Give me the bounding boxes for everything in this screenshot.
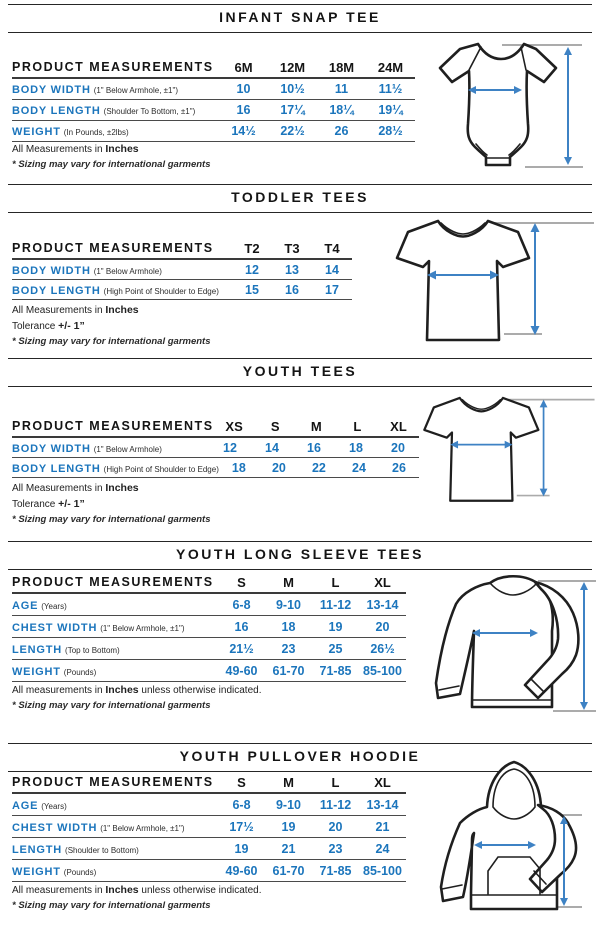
column-header: S	[270, 418, 280, 434]
row-label: CHEST WIDTH	[12, 821, 98, 834]
section-youth-pullover-hoodie	[0, 743, 600, 926]
column-header: T3	[284, 240, 300, 256]
table-header-row	[12, 57, 415, 79]
tshirt-outline	[397, 221, 529, 340]
cell-value: 11	[334, 82, 349, 96]
section-title: TODDLER TEES	[231, 189, 369, 205]
table-header-label: PRODUCT MEASUREMENTS	[12, 575, 214, 589]
cell-value: 6-8	[232, 797, 251, 812]
cell-value: 11-12	[319, 597, 352, 612]
column-header: 18M	[328, 59, 355, 75]
table-row	[12, 816, 406, 838]
size-table	[12, 572, 406, 682]
table-header-label: PRODUCT MEASUREMENTS	[12, 419, 214, 433]
footnote-measurements: All Measurements in Inches	[12, 482, 139, 494]
section-toddler-tees	[0, 184, 600, 358]
column-header: XS	[225, 418, 243, 434]
cell-value: 17¼	[280, 103, 305, 117]
cell-value: 16	[307, 440, 321, 455]
cell-value: 12	[245, 262, 259, 277]
column-header: L	[353, 418, 362, 434]
cell-value: 25	[328, 641, 343, 656]
bodysuit-outline	[440, 44, 556, 165]
section-title: YOUTH TEES	[242, 363, 358, 379]
cell-value: 26	[334, 124, 349, 138]
cell-value: 19¼	[378, 103, 403, 117]
cell-value: 15	[245, 282, 259, 297]
row-note: (Shoulder To Bottom, ±1")	[103, 107, 196, 116]
table-row	[12, 616, 406, 638]
table-row	[12, 458, 419, 478]
cell-value: 21	[281, 841, 296, 856]
row-label: BODY WIDTH	[12, 84, 91, 96]
cell-value: 85-100	[363, 663, 402, 678]
row-label: WEIGHT	[12, 865, 61, 878]
cell-value: 10½	[280, 82, 305, 96]
cell-value: 20	[375, 619, 390, 634]
row-note: (High Point of Shoulder to Edge)	[103, 286, 219, 296]
footnotes	[12, 482, 211, 529]
row-label: BODY LENGTH	[12, 462, 101, 475]
row-note: (1" Below Armhole)	[93, 266, 162, 276]
cell-value: 12	[223, 440, 237, 455]
cell-value: 11-12	[319, 797, 352, 812]
row-label: AGE	[12, 799, 39, 812]
column-header: S	[237, 574, 246, 590]
cell-value: 71-85	[319, 663, 352, 678]
table-header-label: PRODUCT MEASUREMENTS	[12, 60, 214, 74]
cell-value: 23	[328, 841, 343, 856]
cell-value: 17½	[229, 819, 254, 834]
cell-value: 11½	[378, 82, 403, 96]
table-row	[12, 594, 406, 616]
table-row	[12, 794, 406, 816]
row-note: (Top to Bottom)	[65, 645, 120, 655]
section-title: INFANT SNAP TEE	[219, 9, 381, 25]
cell-value: 18	[231, 460, 246, 475]
row-label: LENGTH	[12, 843, 63, 856]
cell-value: 61-70	[272, 663, 305, 678]
column-header: XL	[390, 418, 407, 434]
column-header: XL	[374, 574, 391, 590]
row-note: (In Pounds, ±2lbs)	[63, 128, 129, 137]
cell-value: 19	[328, 619, 343, 634]
table-row	[12, 280, 352, 300]
section-header-band	[8, 541, 592, 570]
cell-value: 26	[392, 460, 406, 475]
cell-value: 16	[236, 103, 251, 117]
table-header-label: PRODUCT MEASUREMENTS	[12, 241, 214, 255]
column-header: S	[237, 774, 246, 790]
column-header: 24M	[377, 59, 404, 75]
cell-value: 20	[271, 460, 286, 475]
cell-value: 49-60	[225, 663, 258, 678]
cell-value: 49-60	[225, 863, 258, 878]
table-row	[12, 121, 415, 142]
row-note: (Years)	[41, 601, 67, 611]
table-row	[12, 660, 406, 682]
footnote-sizing: * Sizing may vary for international garments	[12, 336, 211, 347]
column-header: M	[283, 574, 294, 590]
table-row	[12, 638, 406, 660]
table-row	[12, 100, 415, 121]
footnotes	[12, 304, 211, 351]
footnotes	[12, 143, 211, 174]
footnote-tolerance: Tolerance +/- 1”	[12, 498, 85, 510]
footnote-measurements: All measurements in Inches unless otherwise indicated.	[12, 684, 262, 696]
cell-value: 19	[281, 819, 296, 834]
row-note: (Years)	[41, 801, 67, 811]
column-header: L	[331, 774, 340, 790]
tshirt-illustration	[420, 390, 598, 518]
size-table	[12, 416, 419, 478]
size-table	[12, 57, 415, 142]
size-table	[12, 772, 406, 882]
footnote-sizing: * Sizing may vary for international garments	[12, 159, 211, 170]
row-note: (Shoulder to Bottom)	[65, 845, 139, 855]
footnotes	[12, 684, 262, 715]
section-youth-long-sleeve-tees	[0, 541, 600, 743]
tshirt-outline	[424, 398, 538, 501]
cell-value: 26½	[370, 641, 395, 656]
cell-value: 9-10	[275, 797, 302, 812]
cell-value: 18	[349, 440, 363, 455]
cell-value: 85-100	[363, 863, 402, 878]
cell-value: 24	[375, 841, 390, 856]
table-row	[12, 79, 415, 100]
footnote-measurements: All measurements in Inches unless otherwise indicated.	[12, 884, 262, 896]
table-header-label: PRODUCT MEASUREMENTS	[12, 775, 214, 789]
footnotes	[12, 884, 262, 915]
table-row	[12, 438, 419, 458]
table-header-row	[12, 772, 406, 794]
cell-value: 20	[328, 819, 343, 834]
long-sleeve-tee-illustration	[428, 569, 598, 744]
footnote-tolerance: Tolerance +/- 1”	[12, 320, 85, 332]
cell-value: 19	[234, 841, 249, 856]
row-label: CHEST WIDTH	[12, 621, 98, 634]
column-header: M	[283, 774, 294, 790]
row-label: WEIGHT	[12, 665, 61, 678]
section-infant-snap-tee	[0, 4, 600, 184]
row-label: BODY LENGTH	[12, 284, 101, 297]
cell-value: 20	[391, 440, 405, 455]
cell-value: 14	[265, 440, 279, 455]
cell-value: 13	[285, 262, 299, 277]
row-note: (1" Below Armhole, ±1")	[100, 823, 185, 833]
cell-value: 21	[375, 819, 390, 834]
row-label: BODY WIDTH	[12, 264, 91, 277]
cell-value: 17	[325, 282, 339, 297]
footnote-measurements: All Measurements in Inches	[12, 143, 139, 155]
column-header: XL	[374, 774, 391, 790]
footnote-sizing: * Sizing may vary for international garments	[12, 700, 211, 711]
section-youth-tees	[0, 358, 600, 541]
section-title: YOUTH LONG SLEEVE TEES	[176, 546, 424, 562]
cell-value: 13-14	[366, 597, 399, 612]
row-label: LENGTH	[12, 643, 63, 656]
row-note: (Pounds)	[63, 867, 97, 877]
table-row	[12, 860, 406, 882]
row-label: BODY LENGTH	[12, 105, 101, 117]
row-label: AGE	[12, 599, 39, 612]
column-header: 12M	[279, 59, 306, 75]
cell-value: 16	[285, 282, 299, 297]
cell-value: 6-8	[232, 597, 251, 612]
column-header: 6M	[234, 59, 253, 75]
row-note: (1" Below Armhole)	[93, 444, 162, 454]
cell-value: 71-85	[319, 863, 352, 878]
section-header-band	[8, 184, 592, 213]
row-label: BODY WIDTH	[12, 442, 91, 455]
cell-value: 14½	[231, 124, 256, 138]
tshirt-illustration	[392, 212, 598, 359]
cell-value: 14	[325, 262, 339, 277]
table-row	[12, 260, 352, 280]
footnote-sizing: * Sizing may vary for international garments	[12, 514, 211, 525]
cell-value: 22½	[280, 124, 305, 138]
pullover-hoodie-illustration	[430, 757, 598, 930]
column-header: T2	[244, 240, 260, 256]
footnote-sizing: * Sizing may vary for international garments	[12, 900, 211, 911]
column-header: T4	[324, 240, 340, 256]
size-table	[12, 238, 352, 300]
cell-value: 18	[281, 619, 296, 634]
row-label: WEIGHT	[12, 126, 61, 138]
cell-value: 10	[236, 82, 251, 96]
row-note: (1" Below Armhole, ±1")	[100, 623, 185, 633]
cell-value: 9-10	[275, 597, 302, 612]
cell-value: 22	[311, 460, 326, 475]
cell-value: 24	[352, 460, 366, 475]
table-header-row	[12, 416, 419, 438]
column-header: M	[310, 418, 322, 434]
row-note: (High Point of Shoulder to Edge)	[103, 464, 219, 474]
section-header-band	[8, 4, 592, 33]
cell-value: 13-14	[366, 797, 399, 812]
section-title: YOUTH PULLOVER HOODIE	[179, 748, 421, 764]
footnote-measurements: All Measurements in Inches	[12, 304, 139, 316]
cell-value: 28½	[378, 124, 403, 138]
cell-value: 61-70	[272, 863, 305, 878]
section-header-band	[8, 358, 592, 387]
cell-value: 18¼	[329, 103, 354, 117]
infant-bodysuit-illustration	[430, 34, 595, 179]
row-note: (Pounds)	[63, 667, 97, 677]
cell-value: 23	[281, 641, 296, 656]
cell-value: 21½	[229, 641, 254, 656]
cell-value: 16	[234, 619, 249, 634]
table-header-row	[12, 238, 352, 260]
table-header-row	[12, 572, 406, 594]
column-header: L	[331, 574, 340, 590]
table-row	[12, 838, 406, 860]
row-note: (1" Below Armhole, ±1")	[93, 86, 179, 95]
